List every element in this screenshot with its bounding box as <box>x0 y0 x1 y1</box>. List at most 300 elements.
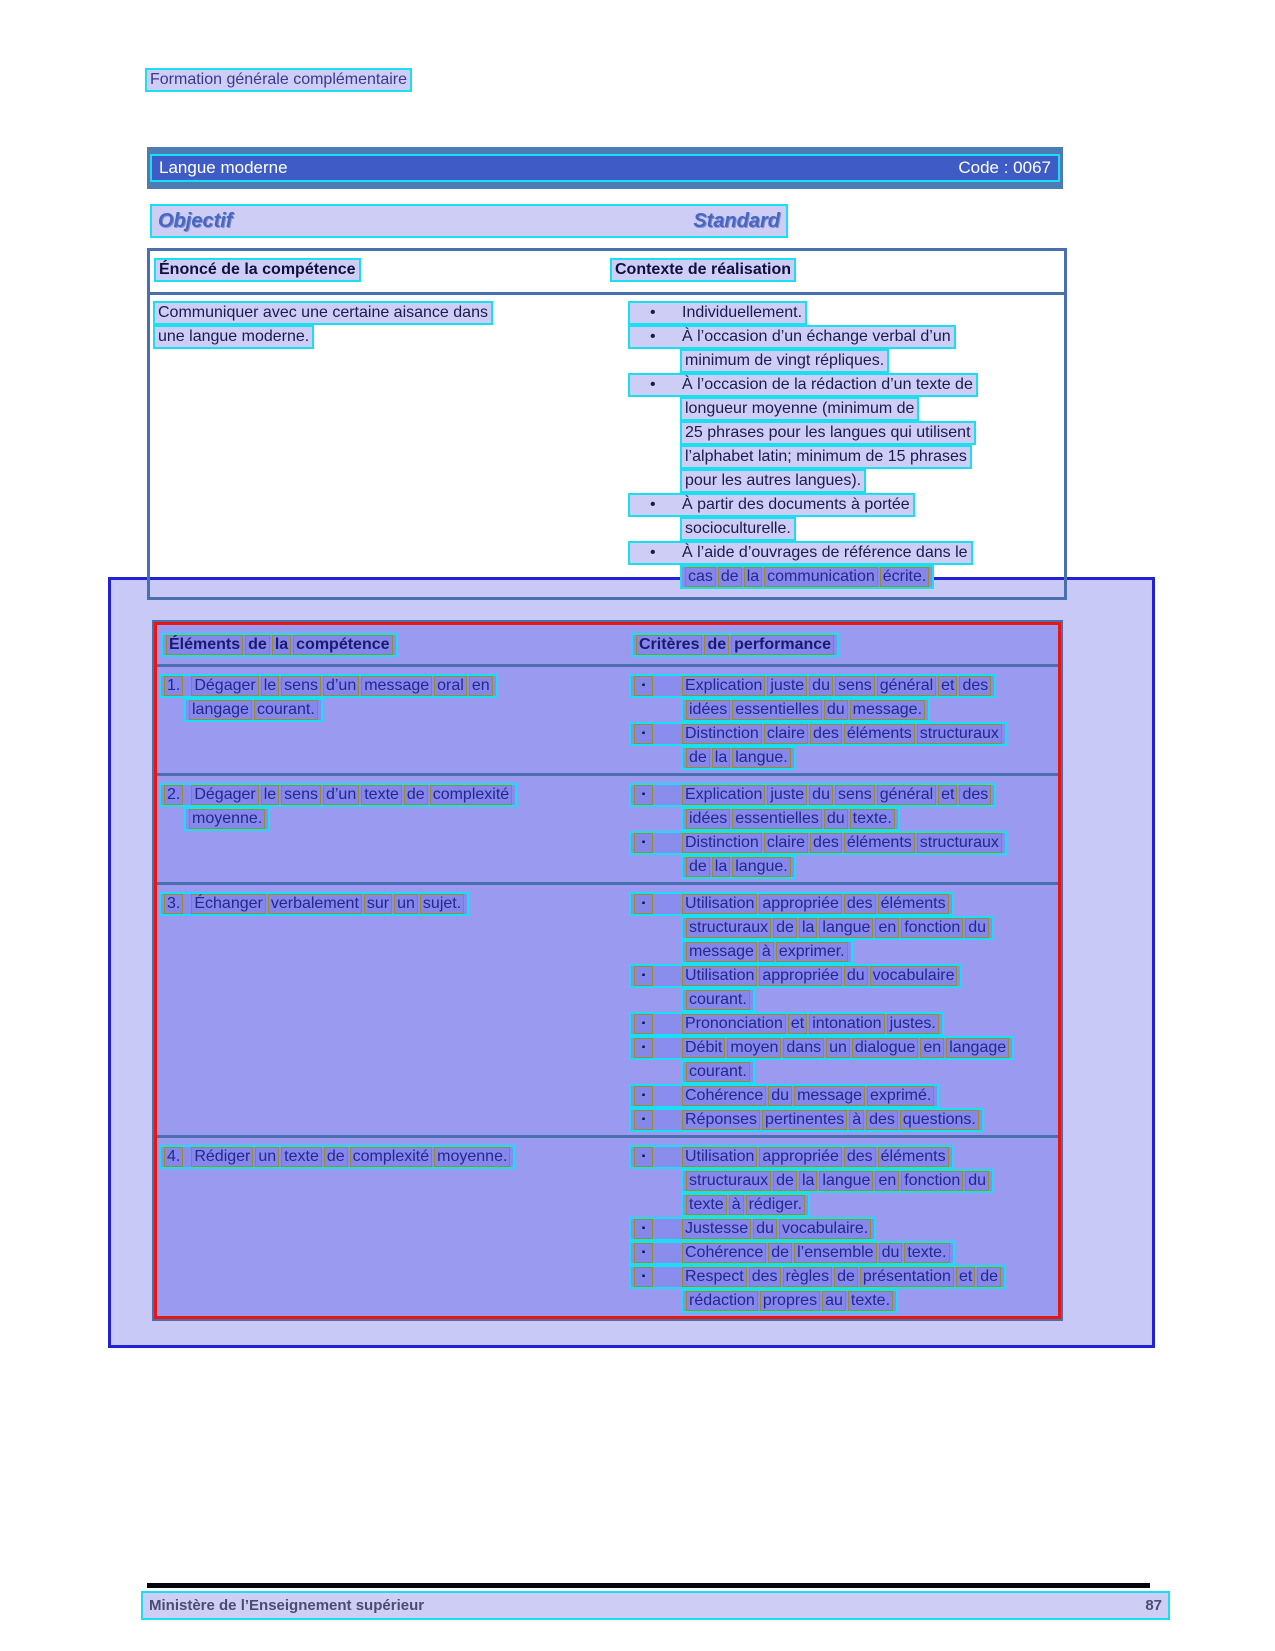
indent-spacer <box>629 855 681 879</box>
word-box: de <box>686 748 710 768</box>
bullet-continuation-line <box>629 698 1058 722</box>
text-line-box <box>629 674 996 698</box>
indent-spacer <box>159 698 184 722</box>
word-box: claire <box>764 833 808 853</box>
indent-spacer <box>629 807 681 831</box>
bullet-continuation-line <box>629 1169 1058 1193</box>
bullet-line <box>629 783 1058 807</box>
word-box: de <box>773 1171 797 1191</box>
text-line-box <box>629 1012 944 1036</box>
criteria-cell <box>629 1145 1058 1313</box>
word-box: à <box>759 942 774 962</box>
word-box: écrite. <box>880 567 930 587</box>
element-line <box>159 892 629 916</box>
text-line-box <box>629 1084 939 1108</box>
doc-header-label: Formation générale complémentaire <box>145 68 412 92</box>
statement-line <box>153 301 493 325</box>
bullet-icon: • <box>650 544 656 561</box>
word-box: Débit <box>682 1038 725 1058</box>
word-box: de <box>773 918 797 938</box>
word-box: texte <box>686 1195 727 1215</box>
bullet-line <box>629 1084 1058 1108</box>
word-box: complexité <box>430 785 512 805</box>
word-box: du <box>965 1171 989 1191</box>
bullet-icon: • <box>650 328 656 345</box>
bullet-icon: ▪ <box>634 1219 653 1239</box>
text-line-box <box>629 1241 955 1265</box>
indent-spacer <box>629 988 681 1012</box>
bullet-line <box>629 722 1058 746</box>
word-box: propres <box>760 1291 820 1311</box>
elements-table-header <box>157 625 1058 664</box>
bullet-icon: • <box>650 376 656 393</box>
text-line-box: 25 phrases pour les langues qui utilisent <box>680 421 976 445</box>
word-box: des <box>959 676 991 696</box>
word-box: performance <box>731 635 834 655</box>
text-line-box <box>681 855 796 879</box>
bullet-continuation-line <box>629 916 1058 940</box>
word-box: langage <box>189 700 252 720</box>
objectif-standard-bar <box>150 204 788 238</box>
elements-table <box>152 620 1063 1321</box>
indent-spacer <box>628 469 680 493</box>
competence-table-header <box>150 251 1064 295</box>
word-box: idées <box>686 809 730 829</box>
word-box: de <box>686 857 710 877</box>
bullet-icon: ▪ <box>634 1038 653 1058</box>
word-box: de <box>704 635 729 655</box>
element-continuation-line <box>159 807 629 831</box>
text-line-box <box>161 633 398 657</box>
course-title: Langue moderne <box>159 158 288 177</box>
word-box: sens <box>835 785 875 805</box>
bullet-continuation-line <box>629 807 1058 831</box>
bullet-continuation-line <box>629 746 1058 770</box>
word-box: général <box>877 785 936 805</box>
word-box: au <box>822 1291 846 1311</box>
word-box: en <box>469 676 493 696</box>
word-box: juste <box>767 785 807 805</box>
bullet-icon: ▪ <box>634 785 653 805</box>
text-line-box <box>681 807 900 831</box>
bullet-icon: • <box>650 496 656 513</box>
word-box: moyenne. <box>189 809 265 829</box>
word-box: essentielles <box>732 809 822 829</box>
word-box: de <box>768 1243 792 1263</box>
word-box: Échanger <box>191 894 266 914</box>
bullet-line <box>629 1265 1058 1289</box>
bullet-line <box>629 964 1058 988</box>
word-box: et <box>956 1267 975 1287</box>
word-box: et <box>938 785 957 805</box>
bullet-icon: ▪ <box>634 833 653 853</box>
word-box: justes. <box>887 1014 939 1034</box>
footer-bar <box>141 1591 1170 1620</box>
word-box: du <box>824 700 848 720</box>
word-box: du <box>965 918 989 938</box>
bullet-icon: ▪ <box>634 894 653 914</box>
text-line-box <box>681 940 853 964</box>
word-box: vocabulaire <box>870 966 958 986</box>
indent-spacer <box>629 1169 681 1193</box>
word-box: exprimé. <box>867 1086 934 1106</box>
element-number: 3. <box>164 894 183 914</box>
word-box: du <box>879 1243 903 1263</box>
word-box: texte <box>361 785 402 805</box>
bullet-line <box>629 1241 1058 1265</box>
bullet-icon: ▪ <box>634 1267 653 1287</box>
element-line <box>159 1145 629 1169</box>
bullet-continuation-line <box>628 565 1060 589</box>
element-cell <box>157 674 629 770</box>
bullet-continuation-line <box>628 469 1060 493</box>
word-box: langue. <box>732 748 791 768</box>
text-line-box <box>681 746 796 770</box>
text-line-box: longueur moyenne (minimum de <box>680 397 919 421</box>
indent-spacer <box>629 1193 681 1217</box>
text-line-box <box>680 565 934 589</box>
text-line-box <box>681 1193 810 1217</box>
element-number: 1. <box>164 676 183 696</box>
bullet-continuation-line <box>628 517 1060 541</box>
word-box: cas <box>685 567 716 587</box>
word-box: le <box>261 676 279 696</box>
bullet-continuation-line <box>629 988 1058 1012</box>
bullet-line <box>629 831 1058 855</box>
bullet-icon: ▪ <box>634 1110 653 1130</box>
text-line-box <box>629 892 954 916</box>
word-box: compétence <box>293 635 392 655</box>
word-box: dans <box>783 1038 824 1058</box>
word-box: verbalement <box>268 894 362 914</box>
objectif-heading: Objectif <box>158 209 233 232</box>
word-box: éléments <box>844 724 915 744</box>
word-box: questions. <box>900 1110 979 1130</box>
word-box: l’ensemble <box>794 1243 876 1263</box>
bullet-icon: • <box>650 304 656 321</box>
bullet-line <box>628 325 1060 349</box>
word-box: et <box>788 1014 807 1034</box>
word-box: Explication <box>682 785 765 805</box>
bullet-line <box>629 1145 1058 1169</box>
word-box: Explication <box>682 676 765 696</box>
word-box: en <box>875 918 899 938</box>
indent-spacer <box>159 807 184 831</box>
word-box: langue <box>819 1171 873 1191</box>
bullet-line <box>629 892 1058 916</box>
word-box: le <box>261 785 279 805</box>
word-box: Éléments <box>166 635 243 655</box>
word-box: communication <box>764 567 878 587</box>
bullet-continuation-line <box>629 1060 1058 1084</box>
footer-ministry: Ministère de l’Enseignement supérieur <box>149 1597 425 1614</box>
bullet-line <box>628 541 1060 565</box>
bullet-continuation-line <box>628 349 1060 373</box>
text-line-box <box>681 1060 755 1084</box>
word-box: complexité <box>350 1147 432 1167</box>
word-box: Utilisation <box>682 966 757 986</box>
word-box: des <box>810 833 842 853</box>
col-header-elements <box>157 633 631 657</box>
element-number: 4. <box>164 1147 183 1167</box>
bullet-line <box>628 301 1060 325</box>
word-box: rédaction <box>686 1291 758 1311</box>
element-line <box>159 783 629 807</box>
word-box: structuraux <box>686 1171 771 1191</box>
word-box: langue. <box>732 857 791 877</box>
word-box: du <box>809 785 833 805</box>
word-box: éléments <box>878 1147 949 1167</box>
text-line-box: • À l’occasion de la rédaction d’un texte de <box>628 373 978 397</box>
competence-table <box>147 248 1067 600</box>
word-box: Justesse <box>682 1219 751 1239</box>
word-box: la <box>799 1171 817 1191</box>
text-line-box: l’alphabet latin; minimum de 15 phrases <box>680 445 972 469</box>
word-box: texte. <box>848 1291 893 1311</box>
word-box: la <box>799 918 817 938</box>
context-cell <box>628 301 1060 589</box>
bullet-icon: ▪ <box>634 1014 653 1034</box>
text-line-box <box>681 988 755 1012</box>
word-box: fonction <box>901 918 963 938</box>
indent-spacer <box>628 397 680 421</box>
element-line <box>159 674 629 698</box>
text-line-box <box>681 698 930 722</box>
word-box: essentielles <box>732 700 822 720</box>
bullet-continuation-line <box>629 940 1058 964</box>
word-box: pertinentes <box>762 1110 847 1130</box>
text-line-box: pour les autres langues). <box>680 469 866 493</box>
element-number: 2. <box>164 785 183 805</box>
text-line-box <box>159 783 517 807</box>
word-box: sur <box>364 894 392 914</box>
word-box: texte. <box>850 809 895 829</box>
indent-spacer <box>628 445 680 469</box>
word-box: la <box>744 567 762 587</box>
indent-spacer <box>628 565 680 589</box>
word-box: moyenne. <box>434 1147 510 1167</box>
word-box: oral <box>434 676 467 696</box>
word-box: texte. <box>904 1243 949 1263</box>
bullet-icon: ▪ <box>634 724 653 744</box>
word-box: structuraux <box>686 918 771 938</box>
word-box: message <box>361 676 432 696</box>
word-box: sujet. <box>420 894 464 914</box>
bullet-continuation-line <box>628 397 1060 421</box>
bullet-icon: ▪ <box>634 1243 653 1263</box>
word-box: Critères <box>636 635 702 655</box>
word-box: général <box>877 676 936 696</box>
word-box: texte <box>281 1147 322 1167</box>
word-box: un <box>255 1147 279 1167</box>
word-box: la <box>272 635 291 655</box>
word-box: du <box>844 966 868 986</box>
word-box: appropriée <box>759 966 842 986</box>
word-box: message <box>794 1086 865 1106</box>
indent-spacer <box>628 421 680 445</box>
course-code: Code : 0067 <box>958 158 1051 177</box>
word-box: structuraux <box>917 724 1002 744</box>
table-row <box>157 1135 1058 1316</box>
word-box: appropriée <box>759 1147 842 1167</box>
footer-page-number: 87 <box>1145 1597 1162 1614</box>
word-box: des <box>844 894 876 914</box>
col-header-enonce: Énoncé de la compétence <box>154 258 361 282</box>
text-line-box: socioculturelle. <box>680 517 796 541</box>
word-box: Dégager <box>191 676 258 696</box>
word-box: des <box>866 1110 898 1130</box>
word-box: de <box>404 785 428 805</box>
bullet-line <box>628 493 1060 517</box>
word-box: des <box>959 785 991 805</box>
indent-spacer <box>628 517 680 541</box>
text-line-box <box>159 674 498 698</box>
word-box: claire <box>764 724 808 744</box>
word-box: la <box>712 857 730 877</box>
word-box: de <box>245 635 270 655</box>
word-box: langage <box>946 1038 1009 1058</box>
text-line-box <box>681 1169 994 1193</box>
word-box: fonction <box>901 1171 963 1191</box>
word-box: Utilisation <box>682 1147 757 1167</box>
word-box: courant. <box>686 990 750 1010</box>
table-annotation-border <box>154 622 1061 1319</box>
word-box: la <box>712 748 730 768</box>
text-line-box <box>629 1108 984 1132</box>
word-box: courant. <box>254 700 318 720</box>
text-line-box <box>629 722 1007 746</box>
bullet-line <box>629 674 1058 698</box>
text-line-box <box>184 807 270 831</box>
text-line-box: une langue moderne. <box>153 325 314 349</box>
bullet-icon: ▪ <box>634 1147 653 1167</box>
course-banner <box>147 147 1063 189</box>
word-box: un <box>394 894 418 914</box>
text-line-box <box>631 633 839 657</box>
bullet-continuation-line <box>628 421 1060 445</box>
word-box: du <box>824 809 848 829</box>
text-line-box: • À partir des documents à portée <box>628 493 915 517</box>
word-box: d’un <box>323 676 359 696</box>
text-line-box <box>681 1289 898 1313</box>
text-line-box <box>629 964 962 988</box>
word-box: idées <box>686 700 730 720</box>
bullet-continuation-line <box>629 1289 1058 1313</box>
word-box: règles <box>783 1267 833 1287</box>
table-row <box>157 882 1058 1135</box>
bullet-line <box>629 1217 1058 1241</box>
table-row <box>157 773 1058 882</box>
word-box: message. <box>850 700 925 720</box>
bullet-continuation-line <box>628 445 1060 469</box>
word-box: sens <box>835 676 875 696</box>
word-box: des <box>749 1267 781 1287</box>
text-line-box <box>184 698 323 722</box>
col-header-contexte: Contexte de réalisation <box>610 258 796 282</box>
word-box: sens <box>281 785 321 805</box>
text-line-box <box>159 1145 515 1169</box>
word-box: Prononciation <box>682 1014 786 1034</box>
word-box: un <box>826 1038 850 1058</box>
bullet-icon: ▪ <box>634 966 653 986</box>
word-box: intonation <box>809 1014 884 1034</box>
word-box: du <box>768 1086 792 1106</box>
word-box: dialogue <box>852 1038 919 1058</box>
word-box: vocabulaire. <box>779 1219 871 1239</box>
word-box: courant. <box>686 1062 750 1082</box>
text-line-box <box>629 1145 954 1169</box>
word-box: de <box>977 1267 1001 1287</box>
footer-rule <box>147 1583 1150 1588</box>
element-cell <box>157 783 629 879</box>
word-box: structuraux <box>917 833 1002 853</box>
bullet-continuation-line <box>629 855 1058 879</box>
word-box: du <box>809 676 833 696</box>
text-line-box: Communiquer avec une certaine aisance dans <box>153 301 493 325</box>
word-box: sens <box>281 676 321 696</box>
word-box: éléments <box>844 833 915 853</box>
word-box: Cohérence <box>682 1086 766 1106</box>
word-box: rédiger. <box>746 1195 805 1215</box>
word-box: langue <box>819 918 873 938</box>
word-box: Distinction <box>682 833 762 853</box>
criteria-cell <box>629 892 1058 1132</box>
text-line-box: • Individuellement. <box>628 301 807 325</box>
element-cell <box>157 892 629 1132</box>
word-box: en <box>875 1171 899 1191</box>
word-box: appropriée <box>759 894 842 914</box>
word-box: Dégager <box>191 785 258 805</box>
word-box: présentation <box>860 1267 954 1287</box>
text-line-box: • À l’aide d’ouvrages de référence dans le <box>628 541 973 565</box>
bullet-line <box>629 1108 1058 1132</box>
bullet-icon: ▪ <box>634 1086 653 1106</box>
word-box: juste <box>767 676 807 696</box>
bullet-icon: ▪ <box>634 676 653 696</box>
indent-spacer <box>629 916 681 940</box>
table-row <box>157 664 1058 773</box>
statement-line <box>153 325 493 349</box>
word-box: éléments <box>878 894 949 914</box>
course-banner-strip <box>150 154 1060 182</box>
word-box: Rédiger <box>191 1147 253 1167</box>
standard-heading: Standard <box>693 209 780 232</box>
bullet-line <box>629 1036 1058 1060</box>
indent-spacer <box>629 698 681 722</box>
word-box: exprimer. <box>776 942 848 962</box>
text-line-box <box>629 1036 1014 1060</box>
text-line-box: minimum de vingt répliques. <box>680 349 889 373</box>
text-line-box <box>681 916 994 940</box>
word-box: du <box>753 1219 777 1239</box>
word-box: Distinction <box>682 724 762 744</box>
word-box: Cohérence <box>682 1243 766 1263</box>
statement-cell <box>153 301 493 349</box>
word-box: et <box>938 676 957 696</box>
indent-spacer <box>629 746 681 770</box>
text-line-box <box>629 783 996 807</box>
element-continuation-line <box>159 698 629 722</box>
indent-spacer <box>629 940 681 964</box>
word-box: en <box>920 1038 944 1058</box>
text-line-box <box>629 1217 876 1241</box>
element-cell <box>157 1145 629 1313</box>
word-box: message <box>686 942 757 962</box>
word-box: de <box>718 567 742 587</box>
text-line-box <box>159 892 469 916</box>
word-box: d’un <box>323 785 359 805</box>
word-box: de <box>834 1267 858 1287</box>
